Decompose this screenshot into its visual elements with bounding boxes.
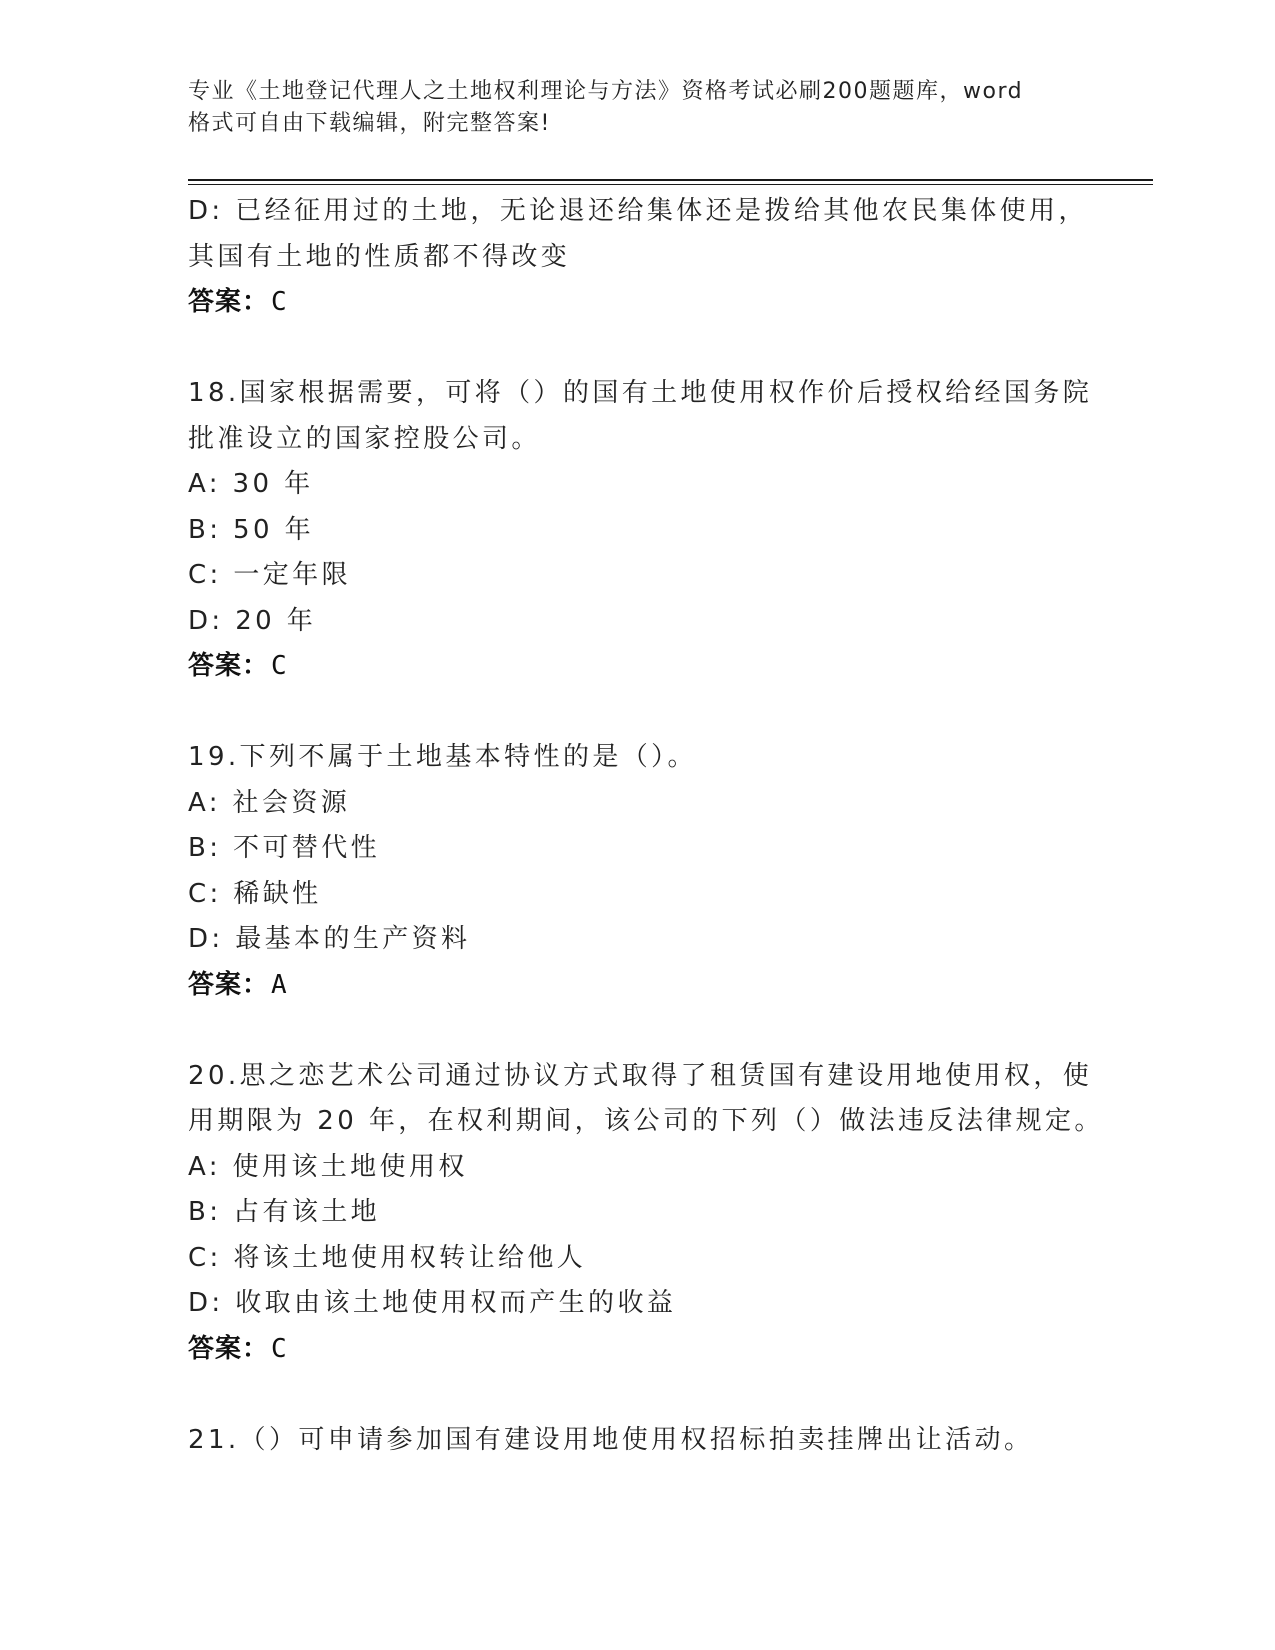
question-21 [188, 1418, 1088, 1464]
answer [188, 280, 1088, 326]
answer-label: 答案： [188, 651, 270, 681]
question-list [188, 189, 1104, 1463]
answer-label: 答案： [188, 287, 270, 317]
option-a: A: 社会资源 [188, 787, 351, 818]
question-stem: 20.思之恋艺术公司通过协议方式取得了租赁国有建设用地使用权，使 [188, 1060, 1093, 1091]
option-d: D: 已经征用过的土地，无论退还给集体还是拨给其他农民集体使用， [188, 196, 1088, 226]
option-b: B: 不可替代性 [188, 833, 381, 863]
answer [188, 1327, 1088, 1373]
option-b: B: 50 年 [188, 514, 315, 545]
option-c: C: 一定年限 [188, 560, 351, 590]
question-stem-continued: 用期限为 20 年，在权利期间，该公司的下列（）做法违反法律规定。 [188, 1106, 1104, 1136]
option-b: B: 占有该土地 [188, 1197, 381, 1227]
option-d: D: 最基本的生产资料 [188, 924, 471, 954]
spacer [188, 1372, 1088, 1418]
option-c: C: 将该土地使用权转让给他人 [188, 1242, 587, 1273]
question-18 [188, 371, 1093, 690]
answer-label: 答案： [188, 969, 270, 1000]
header-line-1: 专业《土地登记代理人之土地权利理论与方法》资格考试必刷200题题库，word [188, 79, 1024, 104]
question-stem: 18.国家根据需要，可将（）的国有土地使用权作价后授权给经国务院 [188, 378, 1093, 408]
option-c: C: 稀缺性 [188, 878, 322, 909]
option-a: A: 使用该土地使用权 [188, 1151, 468, 1182]
header-divider-thin [188, 184, 1153, 185]
header-line-2: 格式可自由下载编辑，附完整答案! [188, 111, 551, 136]
answer-label: 答案： [188, 1333, 270, 1364]
option-a: A: 30 年 [188, 469, 314, 499]
document-header [188, 76, 1088, 140]
question-stem: 21.（）可申请参加国有建设用地使用权招标拍卖挂牌出让活动。 [188, 1424, 1034, 1455]
answer [188, 644, 1088, 690]
answer [188, 963, 1088, 1009]
answer-value: C [271, 651, 288, 681]
answer-value: C [271, 287, 288, 317]
question-stem: 19.下列不属于土地基本特性的是（）。 [188, 742, 697, 772]
question-stem-continued: 批准设立的国家控股公司。 [188, 423, 541, 454]
spacer [188, 1008, 1088, 1054]
question-20 [188, 1054, 1104, 1373]
question-17-tail [188, 189, 1088, 326]
header-divider-thick [188, 179, 1153, 181]
spacer [188, 326, 1088, 372]
option-d-continued: 其国有土地的性质都不得改变 [188, 241, 571, 272]
spacer [188, 690, 1088, 736]
answer-value: C [271, 1333, 288, 1364]
option-d: D: 收取由该土地使用权而产生的收益 [188, 1288, 677, 1318]
option-d: D: 20 年 [188, 605, 317, 636]
answer-value: A [271, 969, 288, 1000]
question-19 [188, 735, 1088, 1008]
